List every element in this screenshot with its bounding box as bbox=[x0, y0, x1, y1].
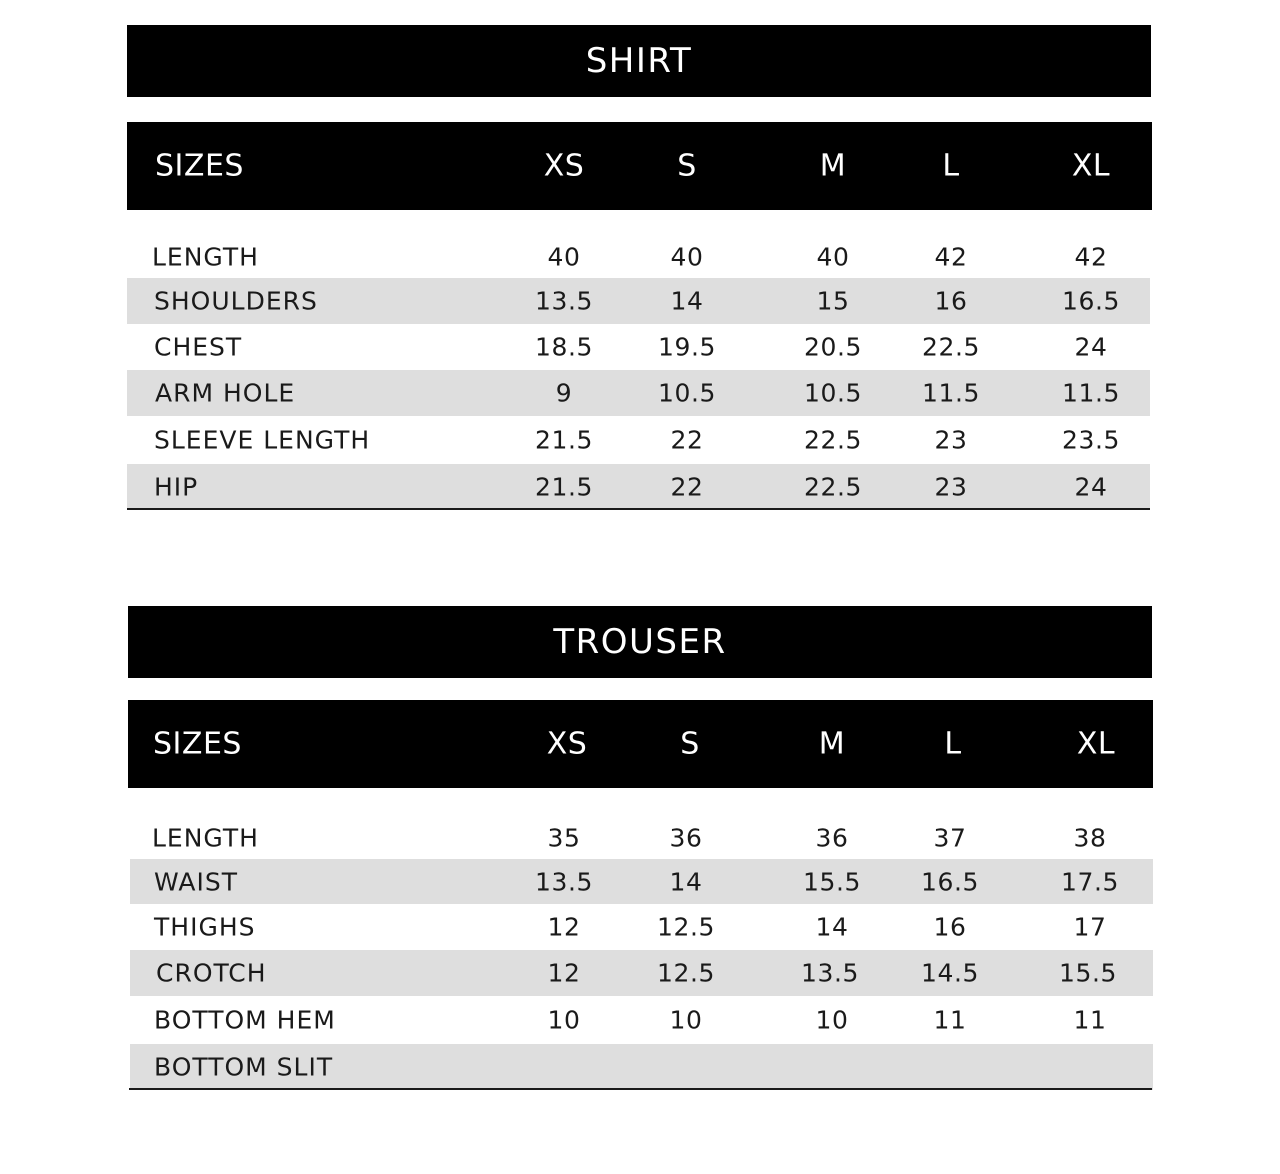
value-xl: 38 bbox=[1073, 823, 1107, 852]
value-xs: 40 bbox=[547, 242, 581, 271]
row-label: SLEEVE LENGTH bbox=[154, 425, 371, 455]
value-xs: 12 bbox=[547, 912, 581, 942]
value-l: 14.5 bbox=[920, 958, 980, 988]
row-label: HIP bbox=[154, 472, 199, 502]
value-xs: 21.5 bbox=[534, 425, 594, 455]
row-label: WAIST bbox=[154, 867, 238, 896]
value-s: 10.5 bbox=[657, 378, 717, 408]
value-xs: 12 bbox=[547, 958, 581, 988]
trouser-header-l: L bbox=[944, 726, 962, 762]
row-label: SHOULDERS bbox=[154, 286, 318, 316]
trouser-title: TROUSER bbox=[553, 622, 727, 662]
value-l: 16 bbox=[933, 912, 967, 942]
value-m: 10 bbox=[815, 1005, 849, 1035]
value-l: 22.5 bbox=[921, 332, 981, 362]
table-row bbox=[127, 235, 1150, 278]
shirt-header-row bbox=[127, 122, 1152, 210]
value-s: 14 bbox=[670, 286, 704, 316]
trouser-bottom-rule bbox=[129, 1088, 1152, 1090]
value-xl: 23.5 bbox=[1061, 425, 1121, 455]
value-xl: 17 bbox=[1073, 912, 1107, 942]
shirt-header-xs: XS bbox=[543, 148, 585, 184]
shirt-title: SHIRT bbox=[585, 41, 693, 81]
value-xl: 15.5 bbox=[1058, 958, 1118, 988]
shirt-header-m: M bbox=[819, 148, 847, 184]
trouser-title-bar bbox=[128, 606, 1152, 678]
value-m: 10.5 bbox=[803, 378, 863, 408]
trouser-header-xl: XL bbox=[1076, 726, 1116, 762]
value-xs: 9 bbox=[555, 378, 573, 408]
table-row bbox=[130, 950, 1153, 996]
value-m: 13.5 bbox=[800, 958, 860, 988]
value-m: 15.5 bbox=[802, 867, 862, 896]
value-l: 37 bbox=[933, 823, 967, 852]
table-row bbox=[127, 324, 1150, 370]
value-s: 12.5 bbox=[656, 958, 716, 988]
table-row bbox=[130, 996, 1153, 1044]
table-row bbox=[127, 370, 1150, 416]
row-label: ARM HOLE bbox=[155, 378, 296, 408]
value-xs: 18.5 bbox=[534, 332, 594, 362]
table-row bbox=[130, 1044, 1153, 1090]
shirt-title-bar bbox=[127, 25, 1151, 97]
row-label: BOTTOM SLIT bbox=[154, 1052, 334, 1082]
value-l: 23 bbox=[934, 472, 968, 502]
value-s: 40 bbox=[670, 242, 704, 271]
value-xl: 11.5 bbox=[1061, 378, 1121, 408]
value-xs: 13.5 bbox=[534, 867, 594, 896]
shirt-header-sizes: SIZES bbox=[155, 148, 244, 184]
value-xs: 21.5 bbox=[534, 472, 594, 502]
value-s: 22 bbox=[670, 472, 704, 502]
value-m: 40 bbox=[816, 242, 850, 271]
row-label: CROTCH bbox=[156, 958, 267, 988]
table-row bbox=[127, 464, 1150, 510]
value-l: 11.5 bbox=[921, 378, 981, 408]
value-xl: 16.5 bbox=[1061, 286, 1121, 316]
trouser-header-sizes: SIZES bbox=[153, 726, 242, 762]
value-l: 23 bbox=[934, 425, 968, 455]
value-s: 14 bbox=[669, 867, 703, 896]
value-m: 14 bbox=[815, 912, 849, 942]
trouser-header-m: M bbox=[818, 726, 846, 762]
table-row bbox=[127, 416, 1150, 464]
row-label: LENGTH bbox=[152, 823, 259, 852]
value-s: 10 bbox=[669, 1005, 703, 1035]
value-xl: 17.5 bbox=[1060, 867, 1120, 896]
shirt-rows bbox=[127, 235, 1150, 510]
value-l: 16.5 bbox=[920, 867, 980, 896]
shirt-bottom-rule bbox=[127, 508, 1150, 510]
value-l: 42 bbox=[934, 242, 968, 271]
table-row bbox=[130, 904, 1153, 950]
trouser-rows bbox=[130, 816, 1153, 1090]
value-xl: 42 bbox=[1074, 242, 1108, 271]
value-xl: 11 bbox=[1073, 1005, 1107, 1035]
table-row bbox=[130, 816, 1153, 859]
value-s: 22 bbox=[670, 425, 704, 455]
shirt-header-l: L bbox=[942, 148, 960, 184]
value-s: 19.5 bbox=[657, 332, 717, 362]
value-xs: 13.5 bbox=[534, 286, 594, 316]
value-s: 12.5 bbox=[656, 912, 716, 942]
trouser-header-s: S bbox=[680, 726, 700, 762]
row-label: BOTTOM HEM bbox=[154, 1005, 336, 1035]
value-s: 36 bbox=[669, 823, 703, 852]
value-m: 22.5 bbox=[803, 472, 863, 502]
shirt-header-xl: XL bbox=[1071, 148, 1111, 184]
value-xl: 24 bbox=[1074, 332, 1108, 362]
row-label: LENGTH bbox=[152, 242, 259, 271]
row-label: THIGHS bbox=[154, 912, 256, 942]
trouser-header-xs: XS bbox=[546, 726, 588, 762]
row-label: CHEST bbox=[154, 332, 243, 362]
trouser-header-row bbox=[128, 700, 1153, 788]
value-l: 16 bbox=[934, 286, 968, 316]
value-m: 20.5 bbox=[803, 332, 863, 362]
shirt-header-s: S bbox=[677, 148, 697, 184]
value-m: 36 bbox=[815, 823, 849, 852]
value-m: 15 bbox=[816, 286, 850, 316]
table-row bbox=[130, 859, 1153, 904]
value-xs: 35 bbox=[547, 823, 581, 852]
table-row bbox=[127, 278, 1150, 324]
value-m: 22.5 bbox=[803, 425, 863, 455]
value-xs: 10 bbox=[547, 1005, 581, 1035]
value-xl: 24 bbox=[1074, 472, 1108, 502]
value-l: 11 bbox=[933, 1005, 967, 1035]
